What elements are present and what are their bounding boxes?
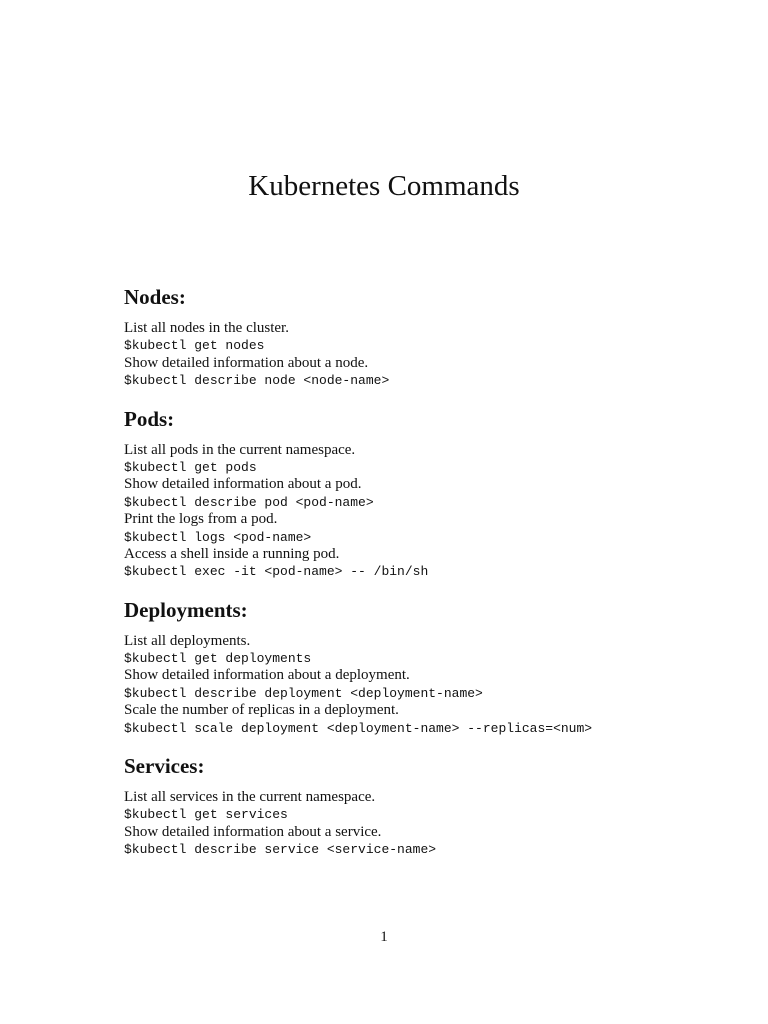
command-line: $kubectl scale deployment <deployment-name> --replicas=<num>: [124, 720, 593, 736]
command-description: Show detailed information about a service.: [124, 823, 382, 840]
command-line: $kubectl describe pod <pod-name>: [124, 494, 374, 510]
page-number: 1: [380, 929, 388, 945]
command-description: Show detailed information about a node.: [124, 354, 369, 371]
command-line: $kubectl get nodes: [124, 338, 265, 354]
section-heading: Services:: [124, 754, 205, 779]
command-description: List all services in the current namespace.: [124, 789, 376, 806]
section-heading: Deployments:: [124, 597, 248, 622]
section-deployments: [124, 595, 684, 737]
command-line: $kubectl describe node <node-name>: [124, 373, 390, 389]
command-description: List all nodes in the cluster.: [124, 320, 289, 336]
command-line: $kubectl exec -it <pod-name> -- /bin/sh: [124, 564, 429, 580]
command-line: $kubectl get services: [124, 807, 288, 823]
section-heading: Nodes:: [124, 285, 186, 309]
command-line: $kubectl describe service <service-name>: [124, 842, 437, 858]
section-pods: [124, 404, 684, 581]
command-description: Show detailed information about a pod.: [124, 476, 362, 493]
command-description: Access a shell inside a running pod.: [124, 545, 340, 562]
command-line: $kubectl get deployments: [124, 651, 312, 667]
document-body: [124, 282, 684, 859]
command-description: Print the logs from a pod.: [124, 511, 278, 528]
page-title: Kubernetes Commands: [248, 170, 520, 202]
command-line: $kubectl get pods: [124, 459, 257, 475]
section-nodes: [124, 282, 684, 390]
command-description: List all deployments.: [124, 632, 251, 649]
section-heading: Pods:: [124, 406, 175, 431]
command-line: $kubectl logs <pod-name>: [124, 529, 312, 545]
command-line: $kubectl describe deployment <deployment-name>: [124, 685, 483, 701]
command-description: List all pods in the current namespace.: [124, 441, 356, 458]
command-description: Scale the number of replicas in a deployment.: [124, 702, 399, 719]
command-description: Show detailed information about a deployment.: [124, 667, 410, 684]
section-services: [124, 751, 684, 859]
